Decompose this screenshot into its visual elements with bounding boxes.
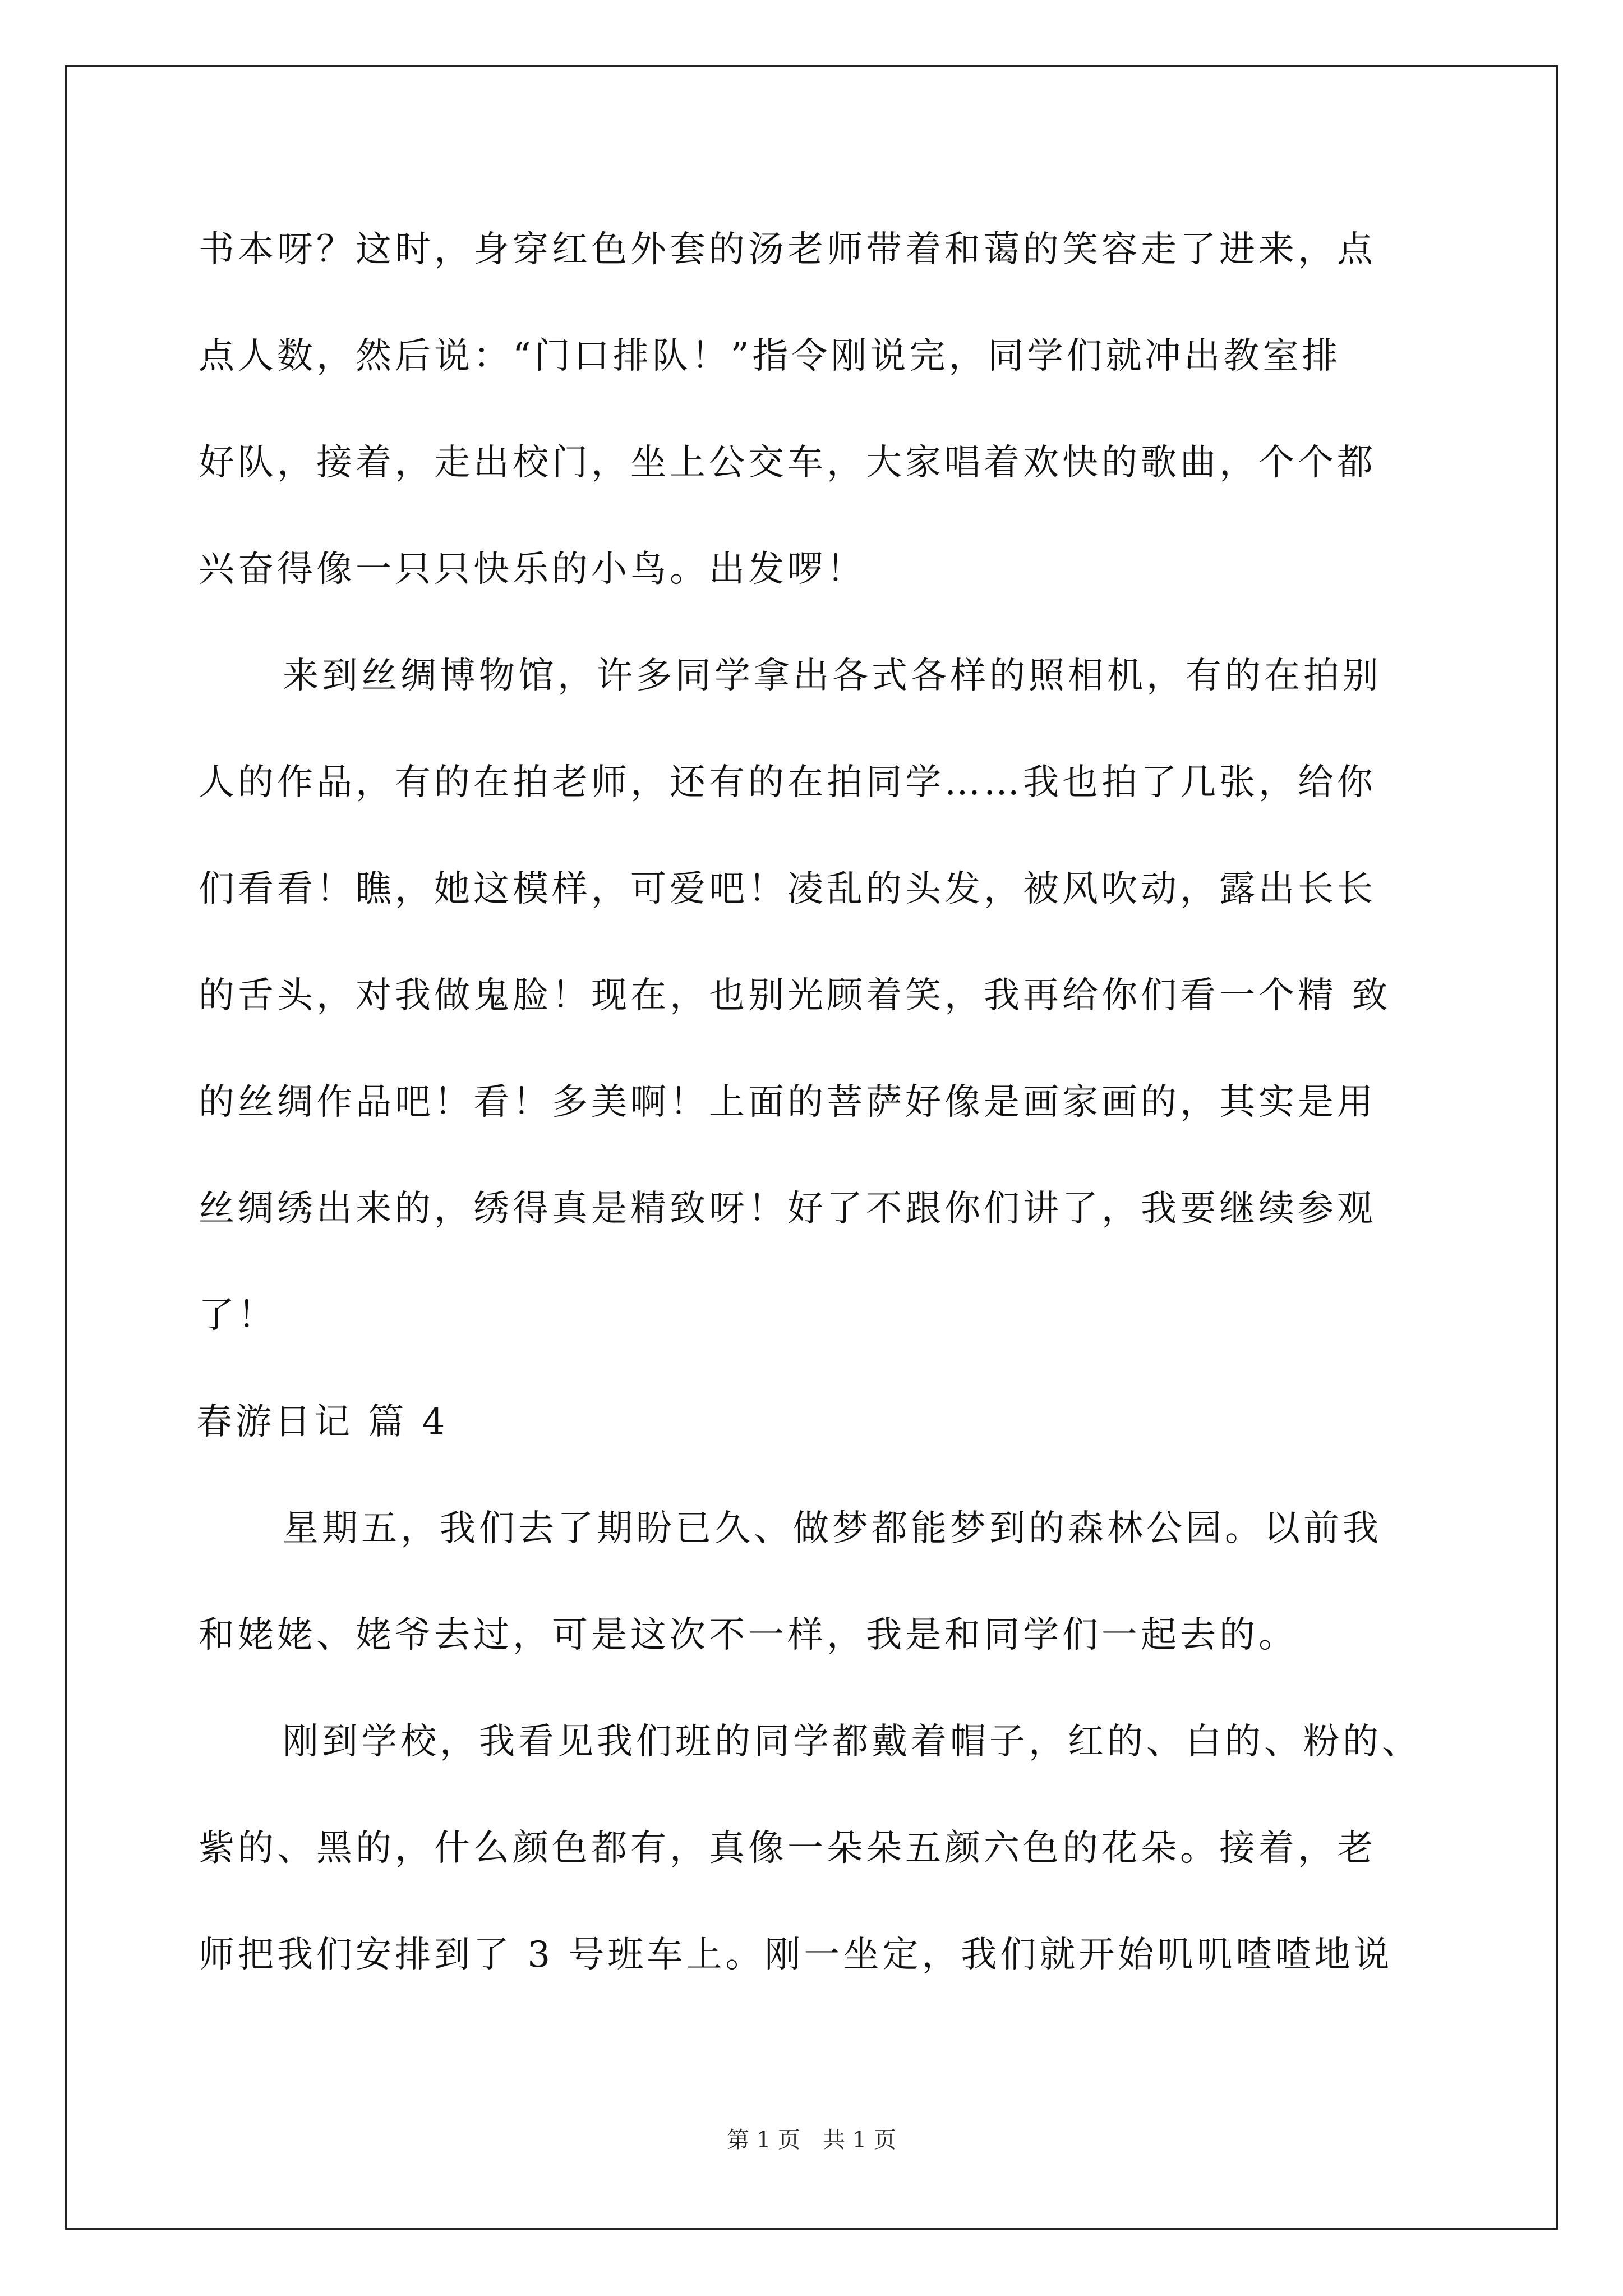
text-line: 人的作品，有的在拍老师，还有的在拍同学……我也拍了几张，给你 — [199, 762, 1376, 803]
text-line: 紫的、黑的，什么颜色都有，真像一朵朵五颜六色的花朵。接着，老 — [199, 1828, 1376, 1869]
text-line: 书本呀？这时，身穿红色外套的汤老师带着和蔼的笑容走了进来，点 — [199, 229, 1376, 270]
document-body — [196, 216, 1438, 2028]
text-line: 点人数，然后说：“门口排队！”指令刚说完，同学们就冲出教室排 — [199, 335, 1341, 377]
text-line: 们看看！瞧，她这模样，可爱吧！凌乱的头发，被风吹动，露出长长 — [199, 868, 1376, 910]
paragraph-first-line: 星期五，我们去了期盼已久、做梦都能梦到的森林公园。以前我 — [283, 1508, 1382, 1549]
text-line: 的舌头，对我做鬼脸！现在，也别光顾着笑，我再给你们看一个精 致 — [199, 975, 1391, 1016]
page-footer: 第 1 页 共 1 页 — [727, 2127, 896, 2153]
section-heading: 春游日记 篇 4 — [196, 1401, 449, 1443]
text-line: 兴奋得像一只只快乐的小鸟。出发啰！ — [199, 549, 866, 590]
text-line: 了！ — [199, 1295, 277, 1336]
paragraph-first-line: 来到丝绸博物馆，许多同学拿出各式各样的照相机，有的在拍别 — [283, 655, 1382, 697]
text-line: 丝绸绣出来的，绣得真是精致呀！好了不跟你们讲了，我要继续参观 — [199, 1188, 1376, 1230]
text-line: 的丝绸作品吧！看！多美啊！上面的菩萨好像是画家画的，其实是用 — [199, 1082, 1376, 1123]
paragraph-first-line: 刚到学校，我看见我们班的同学都戴着帽子，红的、白的、粉的、 — [283, 1721, 1421, 1763]
text-line: 好队，接着，走出校门，坐上公交车，大家唱着欢快的歌曲，个个都 — [199, 442, 1376, 484]
text-line: 师把我们安排到了 3 号班车上。刚一坐定，我们就开始叽叽喳喳地说 — [199, 1934, 1393, 1976]
text-line: 和姥姥、姥爷去过，可是这次不一样，我是和同学们一起去的。 — [199, 1614, 1298, 1656]
